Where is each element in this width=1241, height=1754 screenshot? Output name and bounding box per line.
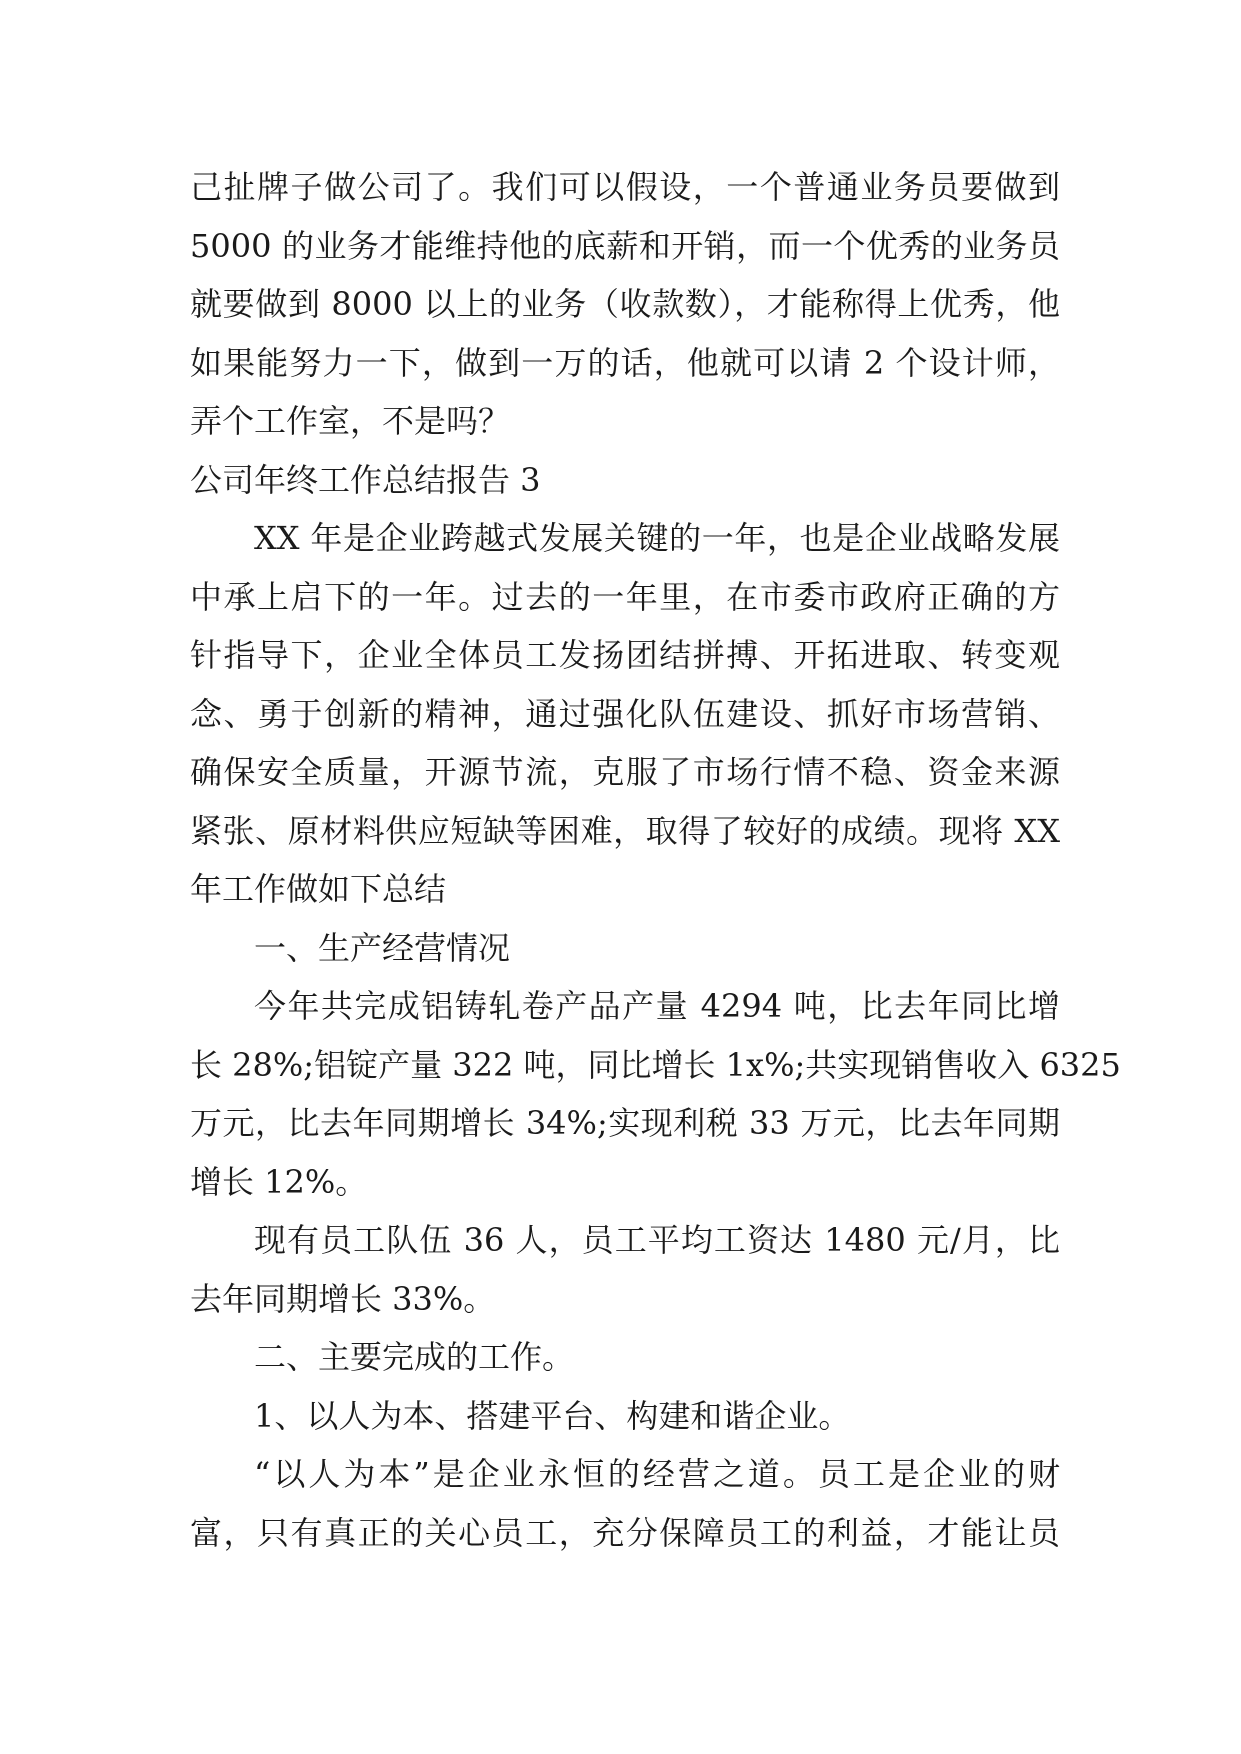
text-line: 增长 12%。: [190, 1162, 368, 1201]
text-line: 一、生产经营情况: [254, 928, 511, 967]
document-body: [190, 158, 1121, 1562]
text-line: 针指导下，企业全体员工发扬团结拼搏、开拓进取、转变观: [190, 636, 1060, 674]
text-line: 5000 的业务才能维持他的底薪和开销，而一个优秀的业务员: [190, 226, 1060, 265]
text-line: 万元，比去年同期增长 34%;实现利税 33 万元，比去年同期: [190, 1104, 1060, 1142]
text-line: 去年同期增长 33%。: [190, 1279, 496, 1318]
text-line: 如果能努力一下，做到一万的话，他就可以请 2 个设计师，: [190, 343, 1060, 382]
text-line: 长 28%;铝锭产量 322 吨，同比增长 1x%;共实现销售收入 6325: [190, 1045, 1121, 1084]
text-line: 现有员工队伍 36 人，员工平均工资达 1480 元/月，比: [254, 1221, 1060, 1259]
text-line: 今年共完成铝铸轧卷产品产量 4294 吨，比去年同比增: [254, 987, 1060, 1025]
text-line: 年工作做如下总结: [190, 870, 447, 908]
text-line: XX 年是企业跨越式发展关键的一年，也是企业战略发展: [254, 519, 1060, 557]
text-line: 富，只有真正的关心员工，充分保障员工的利益，才能让员: [190, 1513, 1060, 1552]
text-line: 1、以人为本、搭建平台、构建和谐企业。: [254, 1396, 851, 1435]
text-line: 二、主要完成的工作。: [254, 1338, 575, 1376]
section-heading: 公司年终工作总结报告 3: [190, 460, 541, 499]
text-line: “以人为本”是企业永恒的经营之道。员工是企业的财: [254, 1455, 1060, 1493]
text-line: 己扯牌子做公司了。我们可以假设，一个普通业务员要做到: [190, 168, 1060, 206]
text-line: 念、勇于创新的精神，通过强化队伍建设、抓好市场营销、: [190, 694, 1060, 733]
text-line: 确保安全质量，开源节流，克服了市场行情不稳、资金来源: [190, 753, 1060, 791]
text-line: 紧张、原材料供应短缺等困难，取得了较好的成绩。现将 XX: [190, 811, 1060, 850]
text-line: 中承上启下的一年。过去的一年里，在市委市政府正确的方: [190, 577, 1060, 616]
text-line: 弄个工作室，不是吗？: [190, 402, 511, 440]
text-line: 就要做到 8000 以上的业务（收款数），才能称得上优秀，他: [190, 285, 1060, 323]
